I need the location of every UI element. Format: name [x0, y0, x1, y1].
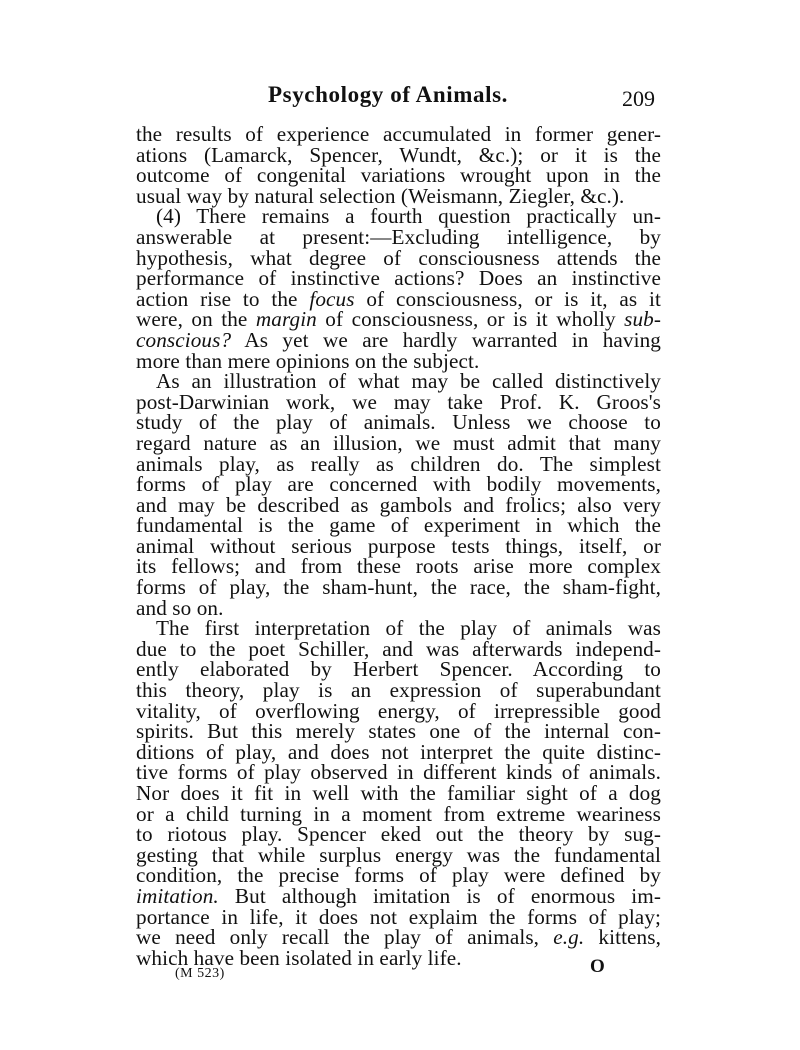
text-line: [136, 842, 661, 867]
text-run: Nor does it fit in well with the familiar sight of a dog: [136, 781, 661, 805]
text-line: [136, 451, 661, 476]
text-run: to riotous play. Spencer eked out the theory by sug-: [136, 822, 661, 847]
text-line: [136, 721, 661, 742]
text-line: [136, 577, 661, 598]
text-line: [136, 286, 661, 311]
text-line: [136, 698, 661, 723]
text-line: [136, 142, 661, 167]
text-line: [136, 309, 661, 330]
text-line: [136, 824, 661, 845]
text-run: action rise to the: [136, 286, 310, 311]
text-line: [136, 389, 661, 414]
text-run: spirits. But this merely states one of the internal con-: [136, 719, 661, 744]
body-text: [136, 124, 661, 968]
text-run: usual way by natural selection (Weismann, Ziegler, &c.).: [136, 183, 625, 208]
text-line: [136, 636, 661, 661]
text-line: [136, 659, 661, 680]
text-run: post-Darwinian work, we may take Prof. K. Groos's: [136, 389, 661, 414]
text-run: outcome of congenital variations wrought upon in the: [136, 163, 661, 188]
text-line: [136, 183, 661, 208]
text-run: its fellows; and from these roots arise more complex: [136, 554, 661, 579]
text-run: condition, the precise forms of play were defined by: [136, 863, 661, 888]
text-run: portance in life, it does not explaim the forms of play;: [136, 904, 661, 929]
text-run: ations (Lamarck, Spencer, Wundt, &c.); or it is the: [136, 142, 661, 167]
text-run: forms of play are concerned with bodily movements,: [136, 472, 661, 497]
text-run: answerable at present:—Excluding intelligence, by: [136, 224, 661, 249]
signature-letter: O: [590, 956, 605, 977]
text-run: which have been isolated in early life.: [136, 945, 462, 970]
text-run: The first interpretation of the play of animals was: [156, 616, 661, 641]
text-line: [136, 327, 661, 352]
italic-phrase: margin: [255, 307, 317, 332]
text-line: [136, 904, 661, 929]
signature-mark: (M 523): [175, 966, 225, 981]
text-run: hypothesis, what degree of consciousness attends the: [136, 245, 661, 270]
text-run: ditions of play, and does not interpret the quite distinc-: [136, 739, 661, 764]
text-line: [136, 371, 661, 392]
italic-phrase: focus: [309, 286, 355, 311]
text-line: [136, 556, 661, 577]
text-run: vitality, of overflowing energy, of irrepressible good: [136, 698, 661, 723]
text-line: [136, 430, 661, 455]
text-line: [136, 739, 661, 764]
running-title: Psychology of Animals.: [268, 82, 509, 107]
text-line: [136, 474, 661, 495]
text-line: [136, 515, 661, 536]
text-run: were, on the: [136, 307, 256, 332]
text-line: [136, 680, 661, 701]
text-run: As yet we are hardly warranted in having: [231, 327, 661, 352]
text-run: study of the play of animals. Unless we choose to: [136, 410, 661, 435]
text-run: But although imitation is of enormous im-: [218, 883, 661, 908]
text-line: [136, 865, 661, 886]
italic-phrase: e.g.: [553, 925, 585, 950]
text-line: [136, 165, 661, 186]
text-run: animal without serious purpose tests things, itself, or: [136, 533, 661, 558]
italic-phrase: sub-: [624, 307, 661, 332]
text-run: of consciousness, or is it wholly: [316, 307, 625, 332]
text-run: fundamental is the game of experiment in which the: [136, 513, 661, 538]
text-run: kittens,: [584, 925, 661, 950]
text-run: (4) There remains a fourth question practically un-: [156, 204, 661, 229]
text-run: and so on.: [136, 595, 224, 620]
text-run: or a child turning in a moment from extreme weariness: [136, 801, 661, 826]
text-run: we need only recall the play of animals,: [136, 925, 554, 950]
text-line: [136, 224, 661, 249]
text-run: more than mere opinions on the subject.: [136, 348, 480, 373]
text-line: [136, 492, 661, 517]
text-line: [136, 206, 661, 227]
text-line: [136, 595, 661, 620]
italic-phrase: conscious?: [136, 327, 232, 352]
italic-phrase: imitation.: [136, 883, 219, 908]
page-number: 209: [622, 86, 655, 111]
text-run: ently elaborated by Herbert Spencer. According to: [136, 657, 661, 682]
text-line: [136, 533, 661, 558]
text-line: [136, 412, 661, 433]
text-run: animals play, as really as children do. The simplest: [136, 451, 661, 476]
text-run: As an illustration of what may be called distinctively: [156, 369, 661, 394]
text-run: gesting that while surplus energy was the fundamental: [136, 842, 661, 867]
text-line: [136, 124, 661, 145]
text-line: [136, 783, 661, 804]
page-header: [0, 82, 800, 116]
text-line: [136, 762, 661, 783]
text-run: the results of experience accumulated in former gener-: [136, 122, 661, 146]
text-line: [136, 245, 661, 270]
text-line: [136, 883, 661, 908]
text-run: this theory, play is an expression of superabundant: [136, 678, 661, 703]
text-line: [136, 801, 661, 826]
text-line: [136, 927, 661, 948]
text-line: [136, 618, 661, 639]
text-line: [136, 348, 661, 373]
text-run: performance of instinctive actions? Does an instinctive: [136, 266, 661, 291]
text-run: forms of play, the sham-hunt, the race, the sham-fight,: [136, 575, 661, 600]
text-line: [136, 268, 661, 289]
page-footer: [0, 954, 800, 984]
text-run: of consciousness, or is it, as it: [354, 286, 661, 311]
text-run: regard nature as an illusion, we must admit that many: [136, 430, 661, 455]
text-run: tive forms of play observed in different kinds of animals.: [136, 760, 661, 785]
text-run: due to the poet Schiller, and was afterwards independ-: [136, 636, 661, 661]
text-run: and may be described as gambols and frolics; also very: [136, 492, 661, 517]
